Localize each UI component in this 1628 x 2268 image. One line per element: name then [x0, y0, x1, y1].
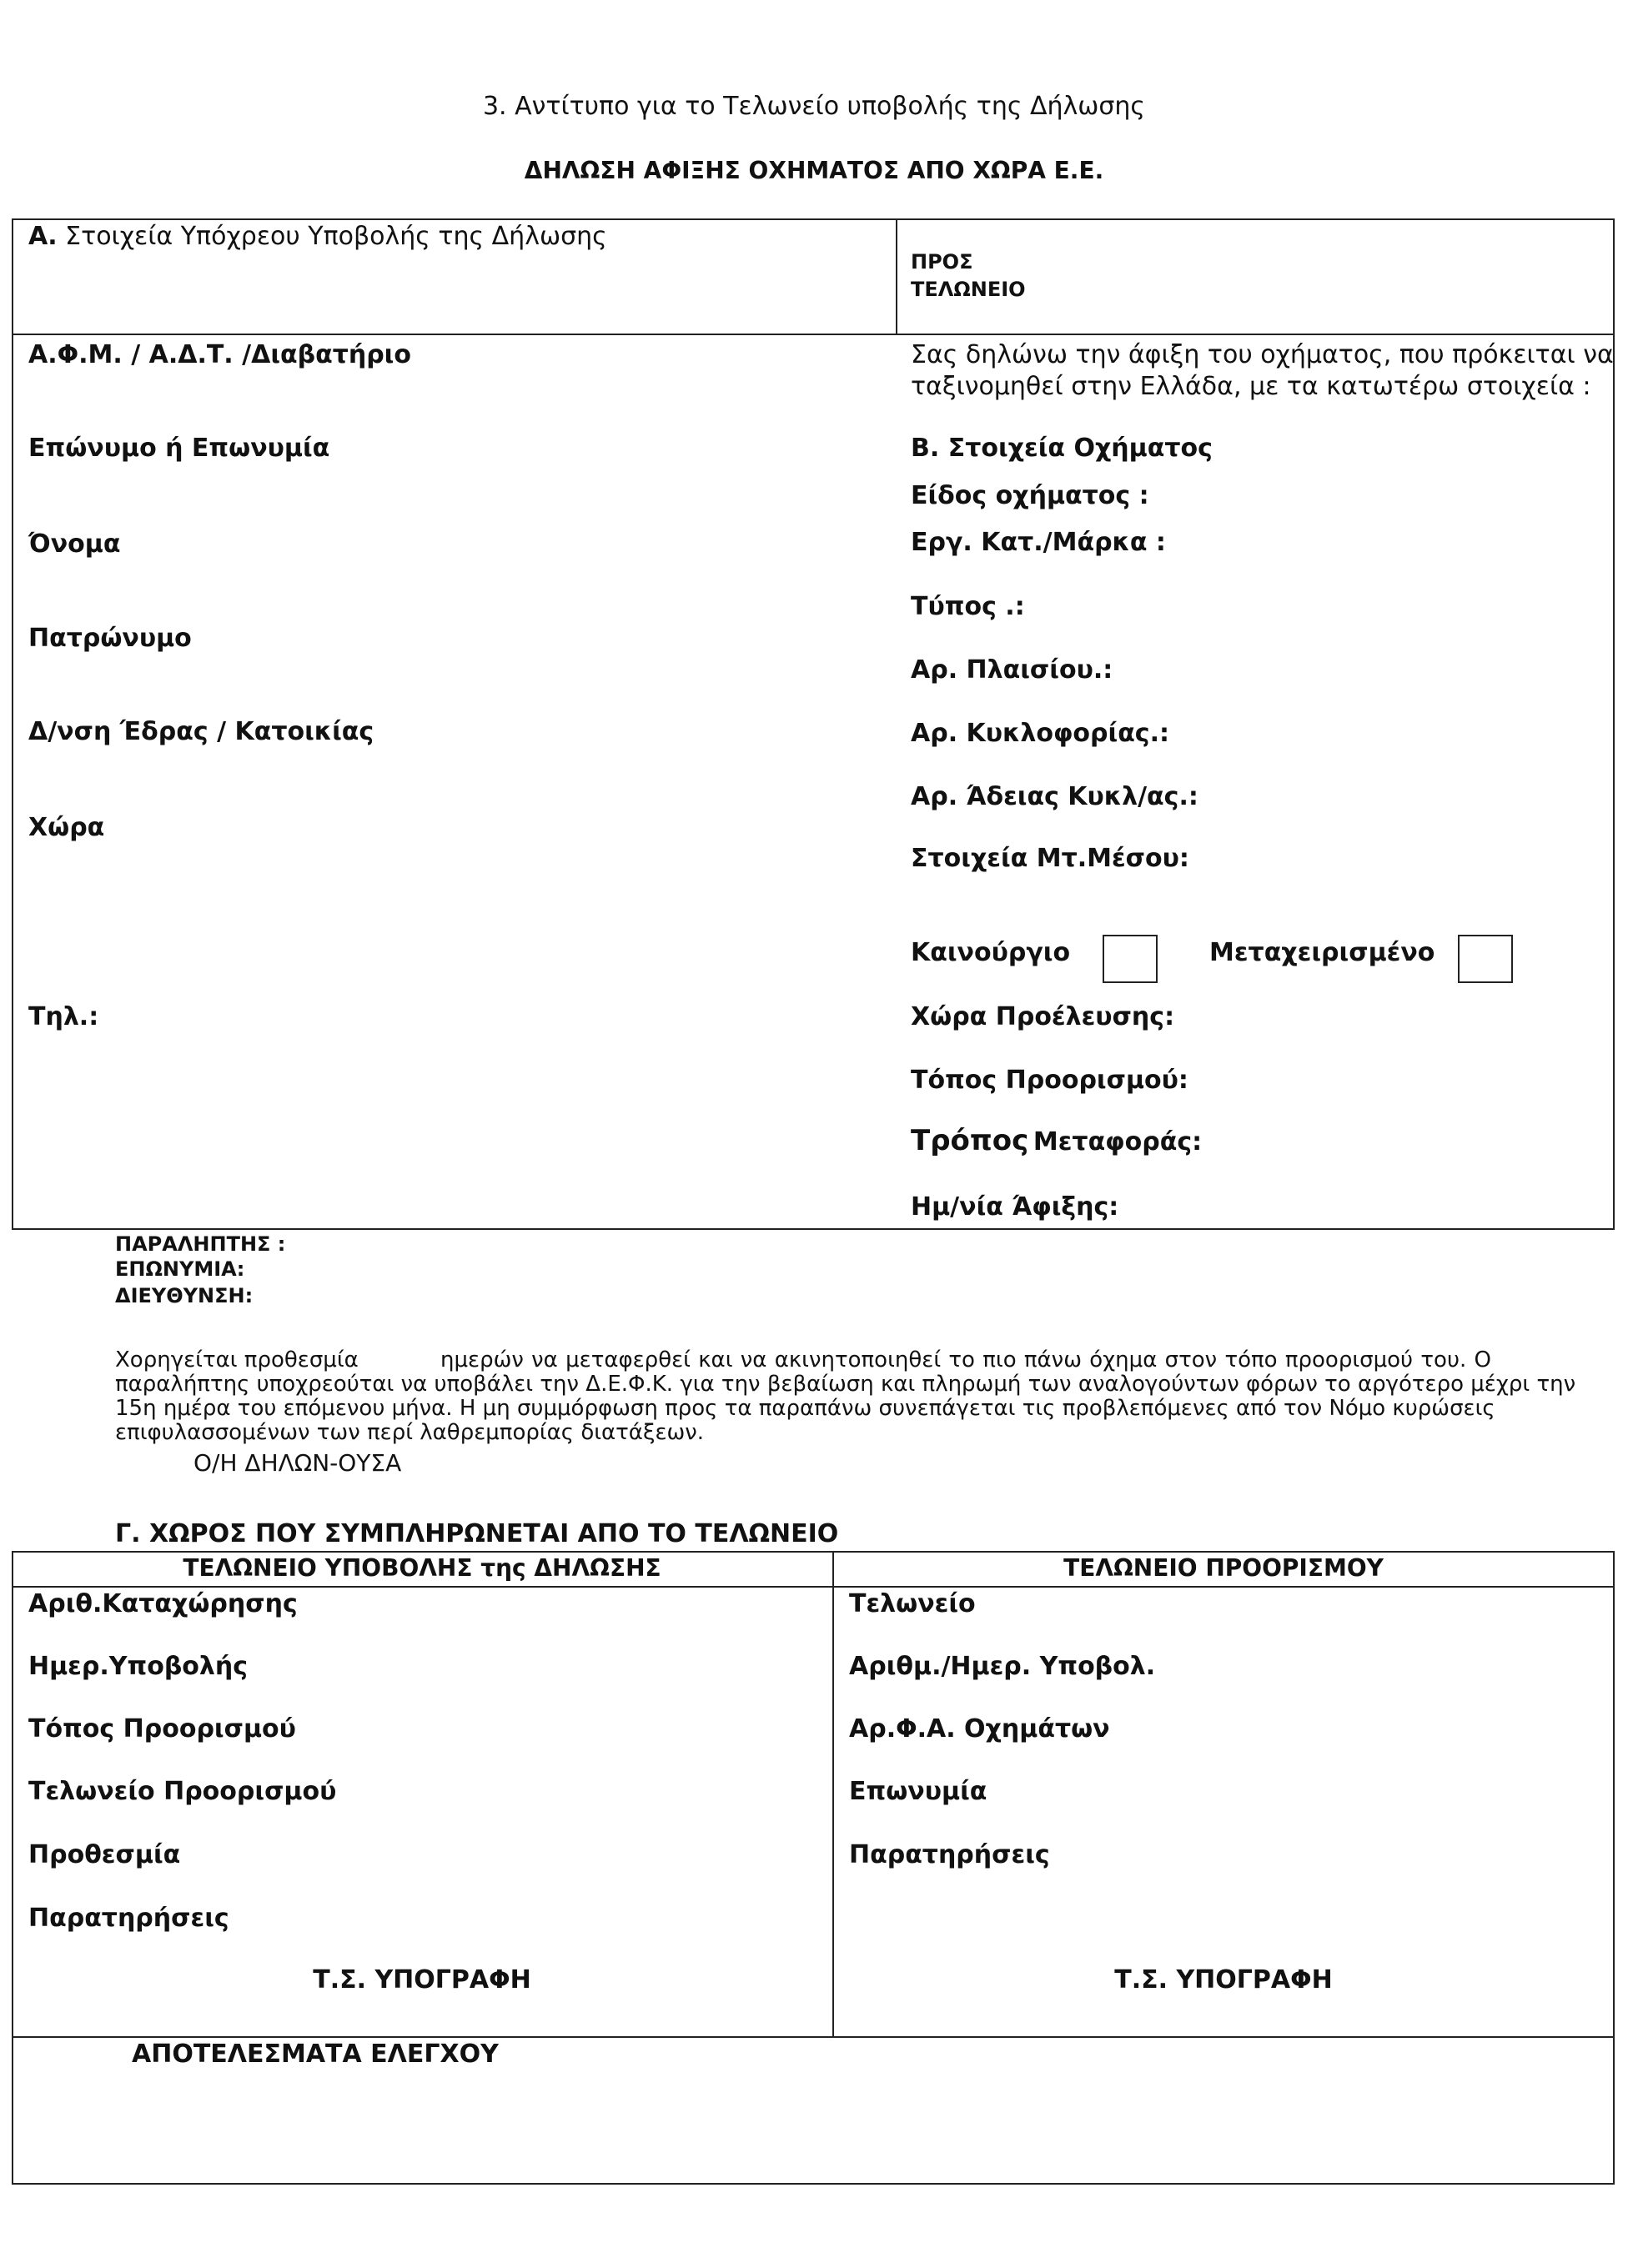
- field-transport-mode: [911, 1124, 1202, 1157]
- notice-line-1: [115, 1347, 1491, 1372]
- field-arrival-date: Ημ/νία Άφιξης:: [911, 1192, 1119, 1222]
- notice-part-1: Χορηγείται προθεσμία: [115, 1347, 359, 1372]
- notice-line-4: επιφυλασσομένων των περί λαθρεμπορίας διατάξεων.: [115, 1420, 705, 1445]
- used-checkbox[interactable]: [1458, 935, 1513, 983]
- field-entry-number: Αριθ.Καταχώρησης: [28, 1589, 298, 1618]
- field-destination-customs: Τελωνείο Προορισμού: [28, 1777, 337, 1806]
- field-type: Τύπος .:: [911, 592, 1025, 621]
- signature-left: Τ.Σ. ΥΠΟΓΡΑΦΗ: [313, 1965, 531, 1995]
- transport-mode-word2: Μεταφοράς:: [1033, 1127, 1203, 1157]
- signature-right: Τ.Σ. ΥΠΟΓΡΑΦΗ: [1114, 1965, 1333, 1995]
- section-c-title: Γ. ΧΩΡΟΣ ΠΟΥ ΣΥΜΠΛΗΡΩΝΕΤΑΙ ΑΠΟ ΤΟ ΤΕΛΩΝΕΙΟ: [115, 1519, 839, 1548]
- declarant-signatory: Ο/Η ΔΗΛΩΝ-ΟΥΣΑ: [193, 1449, 402, 1477]
- notice-line-3: 15η ημέρα του επόμενου μήνα. Η μη συμμόρφωση προς τα παραπάνω συνεπάγεται τις προβλεπόμενες από τον Νόμο κυρώσεις: [115, 1396, 1495, 1421]
- field-first-name: Όνομα: [28, 529, 121, 559]
- field-father-name: Πατρώνυμο: [28, 624, 192, 653]
- notice-part-2: ημερών να μεταφερθεί και να ακινητοποιηθεί το πιο πάνω όχημα στον τόπο προορισμού του. Ο: [440, 1347, 1491, 1372]
- field-license-number: Αρ. Άδειας Κυκλ/ας.:: [911, 782, 1198, 811]
- field-phone: Τηλ.:: [28, 1002, 99, 1031]
- field-submission-date: Ημερ.Υποβολής: [28, 1652, 249, 1681]
- declaration-line-1: Σας δηλώνω την άφιξη του οχήματος, που πρόκειται να: [911, 340, 1614, 369]
- field-chassis-number: Αρ. Πλαισίου.:: [911, 655, 1113, 685]
- new-label: Καινούργιο: [911, 938, 1071, 967]
- recipient-name-label: ΕΠΩΝΥΜΙΑ:: [115, 1257, 245, 1281]
- to-label: ΠΡΟΣ: [911, 250, 973, 273]
- destination-customs-header: ΤΕΛΩΝΕΙΟ ΠΡΟΟΡΙΣΜΟΥ: [1063, 1554, 1384, 1582]
- recipient-address-label: ΔΙΕΥΘΥΝΣΗ:: [115, 1284, 254, 1307]
- field-vehicle-kind: Είδος οχήματος :: [911, 481, 1149, 510]
- control-results-label: ΑΠΟΤΕΛΕΣΜΑΤΑ ΕΛΕΓΧΟΥ: [132, 2040, 499, 2069]
- recipient-label: ΠΑΡΑΛΗΠΤΗΣ :: [115, 1232, 286, 1256]
- field-destination-place: Τόπος Προορισμού:: [911, 1066, 1188, 1095]
- field-country: Χώρα: [28, 813, 105, 842]
- used-label: Μεταχειρισμένο: [1209, 938, 1435, 967]
- field-destination-place-c: Τόπος Προορισμού: [28, 1714, 296, 1744]
- field-vehicle-file-number: Αρ.Φ.Α. Οχημάτων: [849, 1714, 1110, 1744]
- notice-line-2: παραλήπτης υποχρεούται να υποβάλει την Δ.Ε.Φ.Κ. για την βεβαίωση και πληρωμή των αναλογούντων φόρων το αργότερο μέχρι την: [115, 1372, 1576, 1397]
- section-a-prefix: Α.: [28, 222, 58, 251]
- field-remarks-left: Παρατηρήσεις: [28, 1904, 229, 1933]
- submission-customs-header: ΤΕΛΩΝΕΙΟ ΥΠΟΒΟΛΗΣ της ΔΗΛΩΣΗΣ: [183, 1554, 661, 1582]
- field-surname: Επώνυμο ή Επωνυμία: [28, 434, 330, 463]
- field-customs-office: Τελωνείο: [849, 1589, 976, 1618]
- field-registration-number: Αρ. Κυκλοφορίας.:: [911, 719, 1169, 748]
- declaration-line-2: ταξινομηθεί στην Ελλάδα, με τα κατωτέρω στοιχεία :: [911, 372, 1591, 401]
- customs-label: ΤΕΛΩΝΕΙΟ: [911, 278, 1026, 301]
- field-company-name: Επωνυμία: [849, 1777, 987, 1806]
- section-a-heading: [28, 222, 607, 251]
- field-make: Εργ. Κατ./Μάρκα :: [911, 528, 1166, 557]
- field-transport-details: Στοιχεία Μτ.Μέσου:: [911, 844, 1189, 873]
- copy-title: 3. Αντίτυπο για το Τελωνείο υποβολής της Δήλωσης: [482, 92, 1146, 121]
- field-afm-id-passport: Α.Φ.Μ. / Α.Δ.Τ. /Διαβατήριο: [28, 340, 411, 369]
- field-remarks-right: Παρατηρήσεις: [849, 1840, 1050, 1869]
- new-checkbox[interactable]: [1103, 935, 1158, 983]
- field-origin-country: Χώρα Προέλευσης:: [911, 1002, 1175, 1031]
- transport-mode-word1: Τρόπος: [911, 1124, 1029, 1157]
- field-address: Δ/νση Έδρας / Κατοικίας: [28, 717, 374, 746]
- section-a-title: Στοιχεία Υπόχρεου Υποβολής της Δήλωσης: [65, 222, 607, 251]
- field-number-date: Αριθμ./Ημερ. Υποβολ.: [849, 1652, 1156, 1681]
- section-b-title: Β. Στοιχεία Οχήματος: [911, 434, 1213, 463]
- form-title: ΔΗΛΩΣΗ ΑΦΙΞΗΣ ΟΧΗΜΑΤΟΣ ΑΠΟ ΧΩΡΑ Ε.Ε.: [524, 157, 1104, 184]
- field-deadline: Προθεσμία: [28, 1840, 181, 1869]
